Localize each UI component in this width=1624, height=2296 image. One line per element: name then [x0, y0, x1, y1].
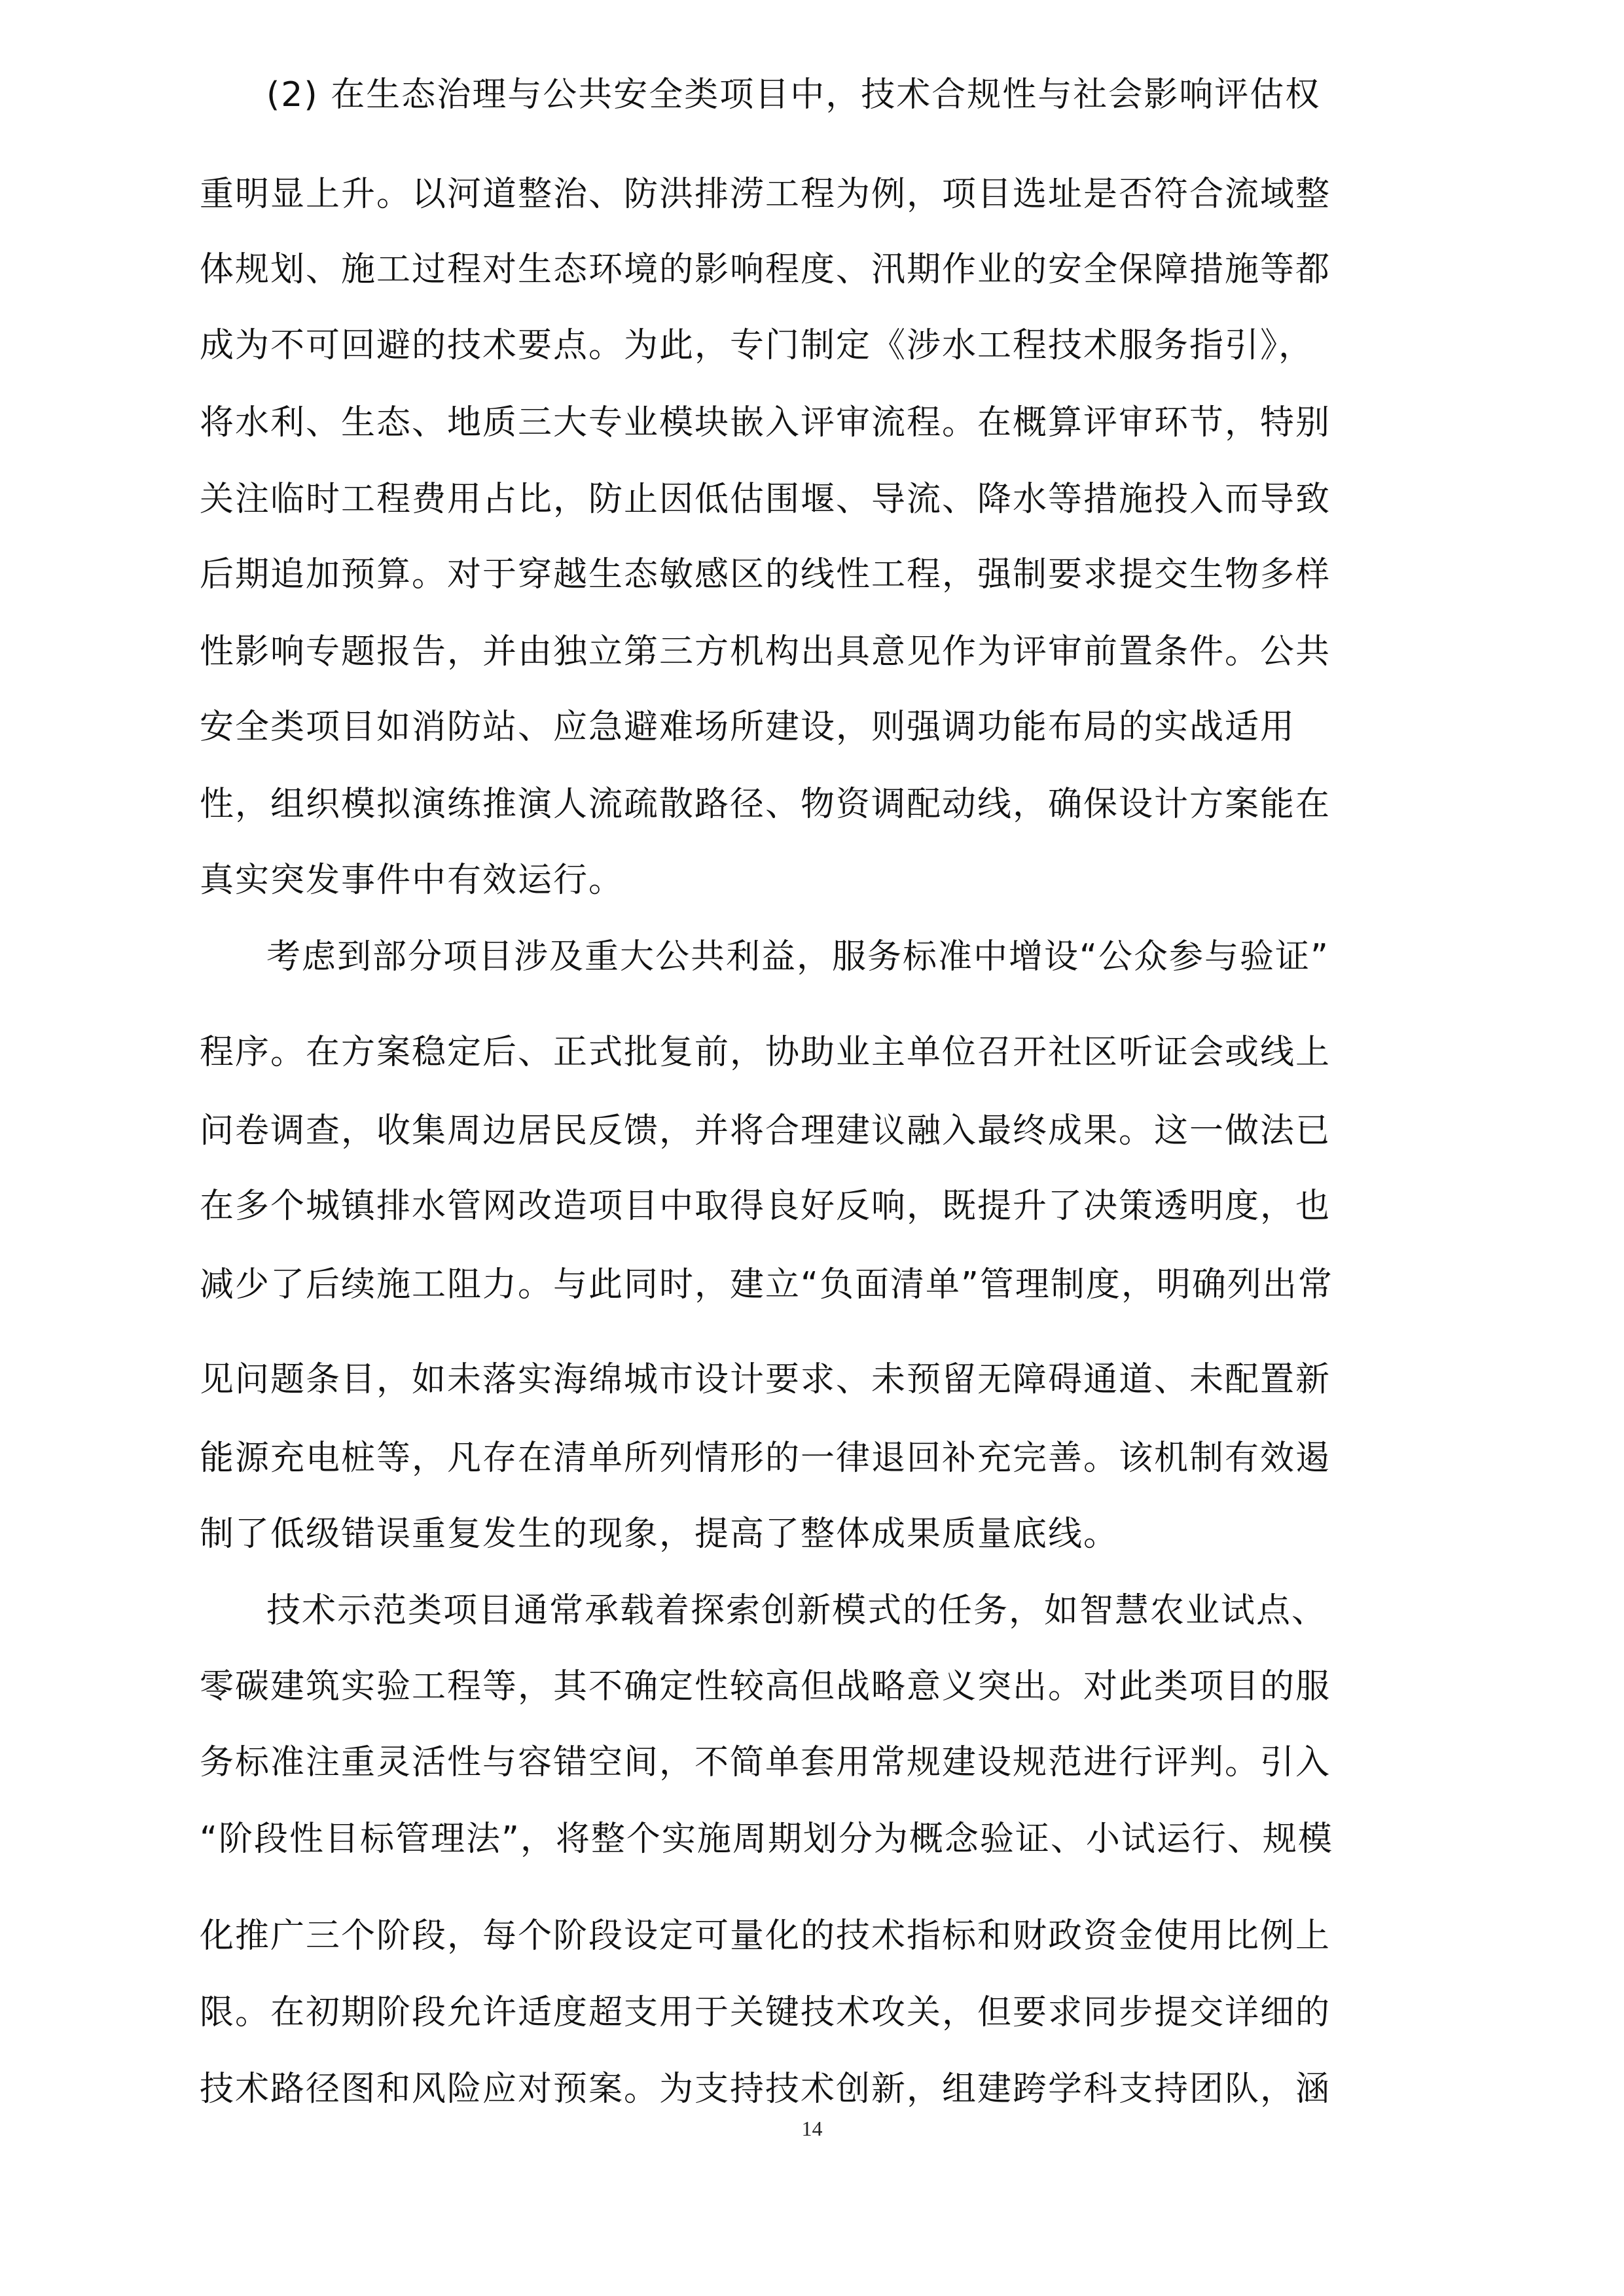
text-line: 务标准注重灵活性与容错空间，不简单套用常规建设规范进行评判。引入 — [200, 1743, 1331, 1782]
text-line: 关注临时工程费用占比，防止因低估围堰、导流、降水等措施投入而导致 — [200, 480, 1331, 519]
text-line: 性影响专题报告，并由独立第三方机构出具意见作为评审前置条件。公共 — [200, 632, 1331, 672]
text-line: 见问题条目，如未落实海绵城市设计要求、未预留无障碍通道、未配置新 — [200, 1360, 1331, 1399]
text-line: 成为不可回避的技术要点。为此，专门制定《涉水工程技术服务指引》， — [200, 326, 1314, 365]
text-line: 体规划、施工过程对生态环境的影响程度、汛期作业的安全保障措施等都 — [200, 250, 1331, 289]
text-line: 后期追加预算。对于穿越生态敏感区的线性工程，强制要求提交生物多样 — [200, 555, 1331, 594]
text-line: 考虑到部分项目涉及重大公共利益，服务标准中增设“公众参与验证” — [266, 937, 1329, 977]
text-line: 化推广三个阶段，每个阶段设定可量化的技术指标和财政资金使用比例上 — [200, 1916, 1331, 1956]
text-line: 性，组织模拟演练推演人流疏散路径、物资调配动线，确保设计方案能在 — [200, 785, 1331, 824]
text-line: 技术示范类项目通常承载着探索创新模式的任务，如智慧农业试点、 — [266, 1591, 1327, 1630]
text-line: 真实突发事件中有效运行。 — [200, 861, 624, 900]
text-line: 将水利、生态、地质三大专业模块嵌入评审流程。在概算评审环节，特别 — [200, 403, 1331, 442]
text-line: 能源充电桩等，凡存在清单所列情形的一律退回补充完善。该机制有效遏 — [200, 1439, 1331, 1478]
text-line: 重明显上升。以河道整治、防洪排涝工程为例，项目选址是否符合流域整 — [200, 175, 1331, 214]
text-line: 减少了后续施工阻力。与此同时，建立“负面清单”管理制度，明确列出常 — [200, 1265, 1333, 1304]
text-line: 制了低级错误重复发生的现象，提高了整体成果质量底线。 — [200, 1515, 1119, 1554]
text-line: 技术路径图和风险应对预案。为支持技术创新，组建跨学科支持团队，涵 — [200, 2070, 1331, 2109]
text-line: 在多个城镇排水管网改造项目中取得良好反响，既提升了决策透明度，也 — [200, 1187, 1331, 1226]
text-line: 零碳建筑实验工程等，其不确定性较高但战略意义突出。对此类项目的服 — [200, 1667, 1331, 1706]
page-number: 14 — [801, 2117, 823, 2140]
text-line: 程序。在方案稳定后、正式批复前，协助业主单位召开社区听证会或线上 — [200, 1033, 1331, 1072]
text-line: 限。在初期阶段允许适度超支用于关键技术攻关，但要求同步提交详细的 — [200, 1993, 1331, 2032]
text-line: (2) 在生态治理与公共安全类项目中，技术合规性与社会影响评估权 — [266, 75, 1321, 115]
text-line: 问卷调查，收集周边居民反馈，并将合理建议融入最终成果。这一做法已 — [200, 1111, 1331, 1151]
text-line: “阶段性目标管理法”，将整个实施周期划分为概念验证、小试运行、规模 — [200, 1820, 1333, 1859]
text-line: 安全类项目如消防站、应急避难场所建设，则强调功能布局的实战适用 — [200, 708, 1296, 747]
